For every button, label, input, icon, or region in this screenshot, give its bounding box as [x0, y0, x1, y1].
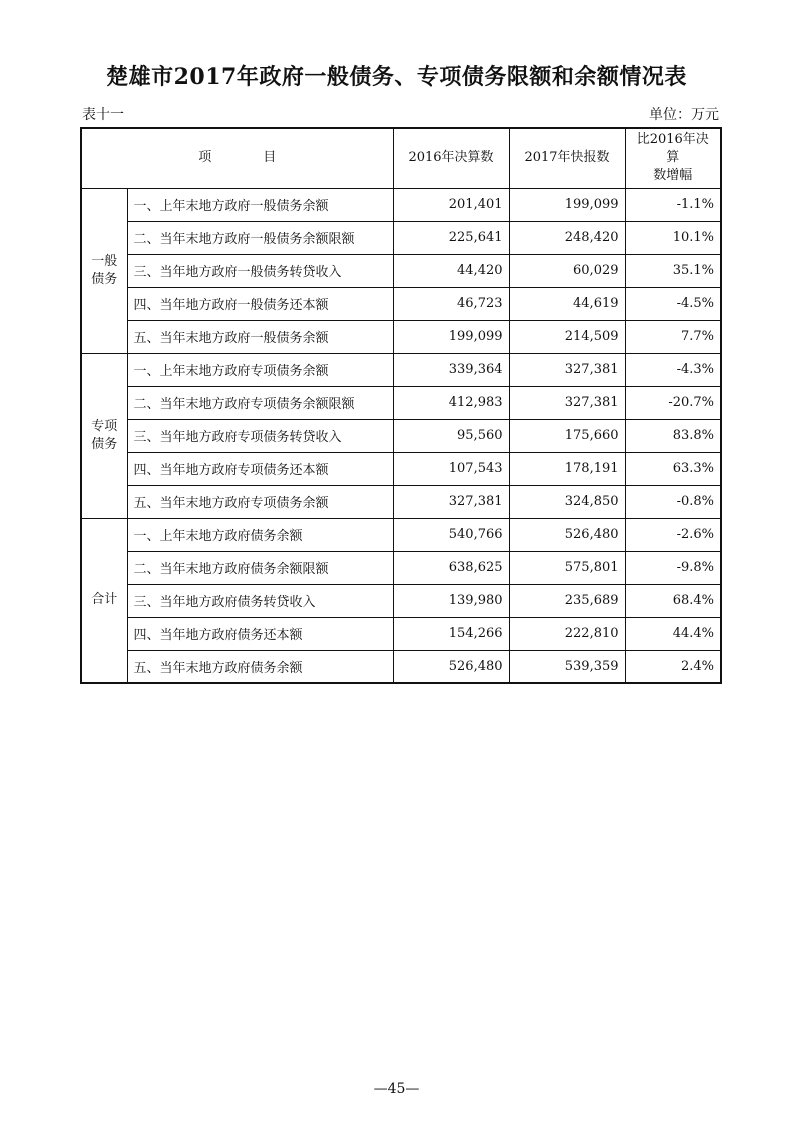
change-cell: 35.1%: [625, 254, 721, 287]
value-2017-cell: 222,810: [509, 617, 625, 650]
change-cell: 63.3%: [625, 452, 721, 485]
value-2017-cell: 178,191: [509, 452, 625, 485]
header-2016: 2016年决算数: [393, 128, 509, 188]
table-row: [81, 452, 721, 485]
table-row: [81, 617, 721, 650]
table-body: [81, 188, 721, 683]
header-change-line2: 数增幅: [653, 168, 693, 184]
table-row: [81, 551, 721, 584]
header-2017: 2017年快报数: [509, 128, 625, 188]
value-2017-cell: 60,029: [509, 254, 625, 287]
group-label-line1: 合计: [91, 592, 118, 608]
item-cell: 二、当年末地方政府债务余额限额: [127, 551, 393, 584]
header-item: 项 目: [81, 128, 393, 188]
value-2017-cell: 539,359: [509, 650, 625, 683]
item-cell: 五、当年末地方政府一般债务余额: [127, 320, 393, 353]
value-2017-cell: 214,509: [509, 320, 625, 353]
value-2017-cell: 324,850: [509, 485, 625, 518]
item-cell: 三、当年地方政府债务转贷收入: [127, 584, 393, 617]
debt-table: [80, 127, 722, 684]
page-title: 楚雄市2017年政府一般债务、专项债务限额和余额情况表: [106, 64, 687, 90]
change-cell: -9.8%: [625, 551, 721, 584]
group-label: [81, 518, 127, 683]
item-cell: 五、当年末地方政府债务余额: [127, 650, 393, 683]
value-2016-cell: 339,364: [393, 353, 509, 386]
item-cell: 四、当年地方政府债务还本额: [127, 617, 393, 650]
value-2017-cell: 235,689: [509, 584, 625, 617]
group-label-line2: 债务: [91, 436, 118, 452]
change-cell: -4.3%: [625, 353, 721, 386]
change-cell: -2.6%: [625, 518, 721, 551]
value-2016-cell: 139,980: [393, 584, 509, 617]
change-cell: -1.1%: [625, 188, 721, 221]
table-row: [81, 353, 721, 386]
table-row: [81, 254, 721, 287]
change-cell: -0.8%: [625, 485, 721, 518]
table-row: [81, 221, 721, 254]
item-cell: 三、当年地方政府专项债务转贷收入: [127, 419, 393, 452]
value-2017-cell: 575,801: [509, 551, 625, 584]
item-cell: 四、当年地方政府一般债务还本额: [127, 287, 393, 320]
table-row: [81, 386, 721, 419]
header-change: [625, 128, 721, 188]
value-2016-cell: 638,625: [393, 551, 509, 584]
value-2016-cell: 526,480: [393, 650, 509, 683]
change-cell: 68.4%: [625, 584, 721, 617]
unit-label: 单位：万元: [649, 107, 719, 123]
value-2016-cell: 201,401: [393, 188, 509, 221]
item-cell: 四、当年地方政府专项债务还本额: [127, 452, 393, 485]
item-cell: 一、上年末地方政府专项债务余额: [127, 353, 393, 386]
value-2017-cell: 44,619: [509, 287, 625, 320]
value-2017-cell: 248,420: [509, 221, 625, 254]
table-row: [81, 650, 721, 683]
change-cell: 83.8%: [625, 419, 721, 452]
value-2016-cell: 540,766: [393, 518, 509, 551]
item-cell: 一、上年末地方政府一般债务余额: [127, 188, 393, 221]
value-2016-cell: 95,560: [393, 419, 509, 452]
value-2017-cell: 175,660: [509, 419, 625, 452]
header-row: [81, 128, 721, 188]
group-label-line1: 专项: [91, 418, 118, 434]
table-row: [81, 485, 721, 518]
header-change-line1: 比2016年决算: [636, 132, 709, 166]
page-number: —45—: [373, 1081, 420, 1097]
group-label: [81, 188, 127, 353]
value-2017-cell: 327,381: [509, 386, 625, 419]
group-label: [81, 353, 127, 518]
value-2016-cell: 46,723: [393, 287, 509, 320]
value-2016-cell: 44,420: [393, 254, 509, 287]
item-cell: 二、当年末地方政府一般债务余额限额: [127, 221, 393, 254]
table-row: [81, 188, 721, 221]
value-2016-cell: 412,983: [393, 386, 509, 419]
value-2016-cell: 199,099: [393, 320, 509, 353]
change-cell: 7.7%: [625, 320, 721, 353]
value-2016-cell: 327,381: [393, 485, 509, 518]
table-row: [81, 584, 721, 617]
table-row: [81, 518, 721, 551]
table-row: [81, 287, 721, 320]
item-cell: 三、当年地方政府一般债务转贷收入: [127, 254, 393, 287]
change-cell: 2.4%: [625, 650, 721, 683]
group-label-line1: 一般: [91, 253, 118, 269]
value-2016-cell: 154,266: [393, 617, 509, 650]
change-cell: -20.7%: [625, 386, 721, 419]
table-number: 表十一: [82, 107, 124, 123]
change-cell: -4.5%: [625, 287, 721, 320]
group-label-line2: 债务: [91, 271, 118, 287]
table-row: [81, 419, 721, 452]
value-2016-cell: 225,641: [393, 221, 509, 254]
item-cell: 一、上年末地方政府债务余额: [127, 518, 393, 551]
value-2017-cell: 327,381: [509, 353, 625, 386]
change-cell: 44.4%: [625, 617, 721, 650]
item-cell: 二、当年末地方政府专项债务余额限额: [127, 386, 393, 419]
change-cell: 10.1%: [625, 221, 721, 254]
value-2017-cell: 526,480: [509, 518, 625, 551]
table-row: [81, 320, 721, 353]
item-cell: 五、当年末地方政府专项债务余额: [127, 485, 393, 518]
value-2016-cell: 107,543: [393, 452, 509, 485]
value-2017-cell: 199,099: [509, 188, 625, 221]
